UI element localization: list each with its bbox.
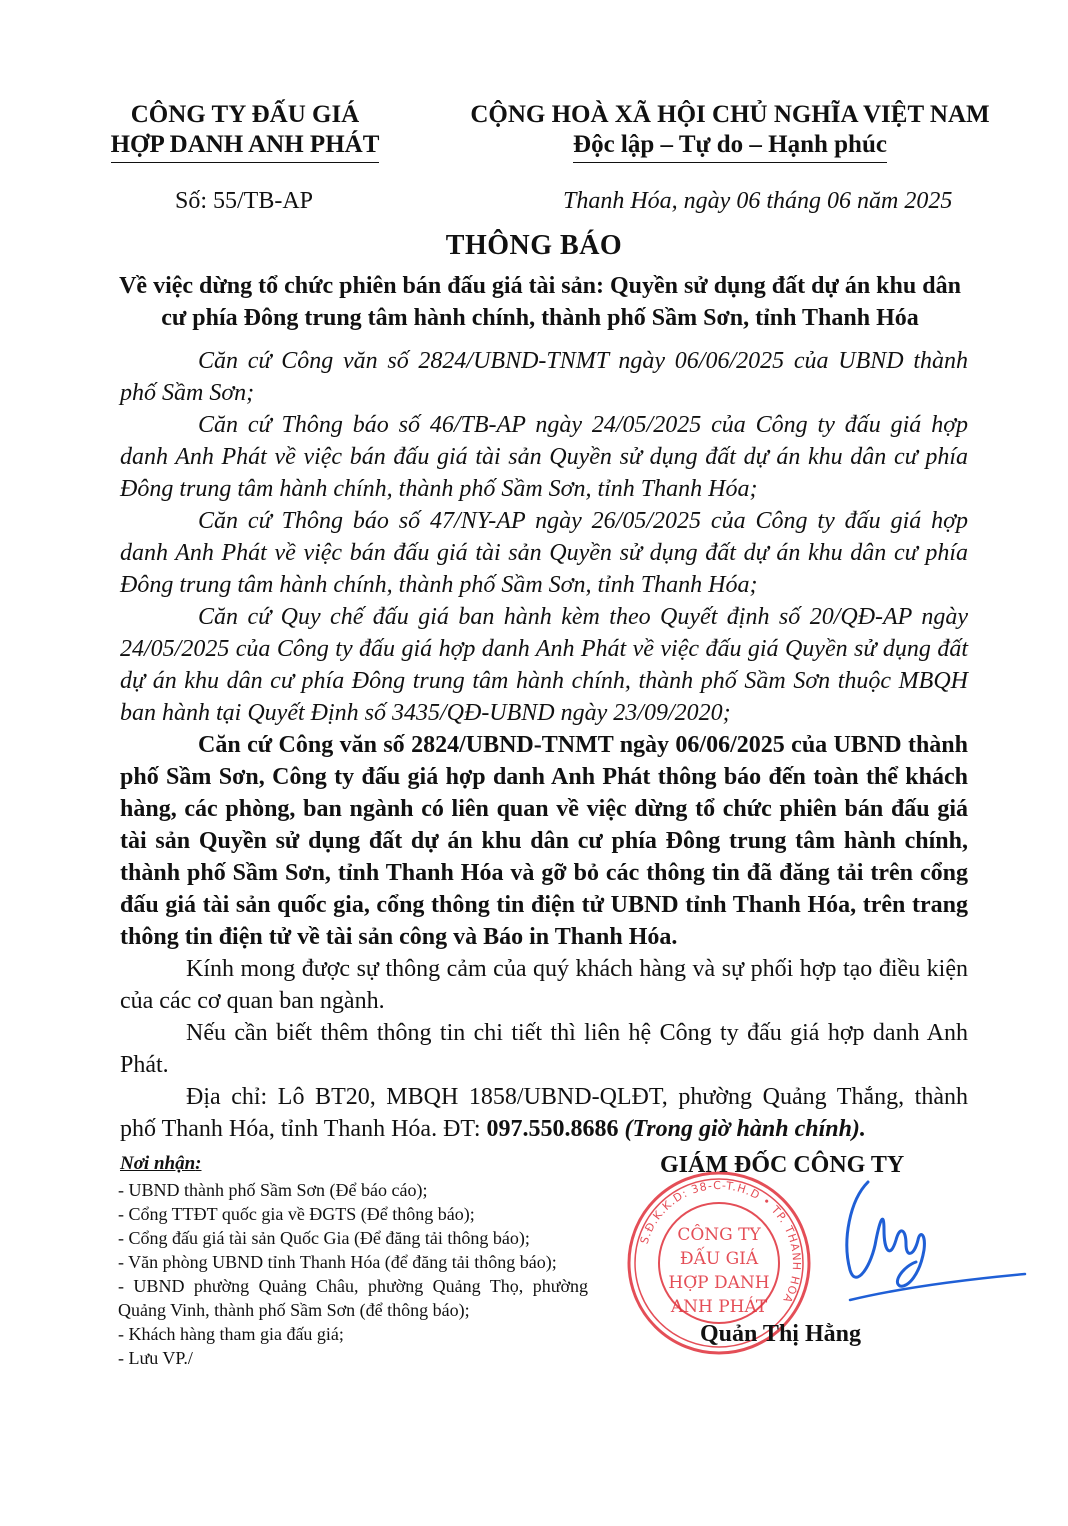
- signer-name: Quản Thị Hằng: [700, 1321, 861, 1347]
- recipient-item: - Lưu VP./: [118, 1348, 193, 1368]
- recipient-item: - Khách hàng tham gia đấu giá;: [118, 1324, 344, 1344]
- organization-name-line2: HỢP DANH ANH PHÁT: [111, 130, 380, 163]
- document-subtitle: Về việc dừng tổ chức phiên bán đấu giá tài sản: Quyền sử dụng đất dự án khu dân cư phía Đông trung tâm hành chính, thành phố Sầm Sơn, tỉnh Thanh Hóa: [119, 273, 961, 331]
- stamp-line4: ANH PHÁT: [670, 1297, 768, 1317]
- national-header: [440, 100, 1020, 163]
- recipient-item: - UBND thành phố Sầm Sơn (Để báo cáo);: [118, 1180, 428, 1200]
- paragraph-basis-4: Căn cứ Quy chế đấu giá ban hành kèm theo Quyết định số 20/QĐ-AP ngày 24/05/2025 của Công ty đấu giá hợp danh Anh Phát về việc đấu giá Quyền sử dụng đất dự án khu dân cư phía Đông trung tâm hành chính, thành phố Sầm Sơn thuộc MBQH ban hành tại Quyết Định số 3435/QĐ-UBND ngày 23/09/2020;: [120, 604, 968, 726]
- phone-number: 097.550.8686: [486, 1116, 619, 1142]
- paragraph-basis-2: Căn cứ Thông báo số 46/TB-AP ngày 24/05/2025 của Công ty đấu giá hợp danh Anh Phát về việc bán đấu giá tài sản Quyền sử dụng đất dự án khu dân cư phía Đông trung tâm hành chính, thành phố Sầm Sơn, tỉnh Thanh Hóa;: [120, 412, 968, 502]
- recipient-item: - UBND phường Quảng Châu, phường Quảng Thọ, phường Quảng Vinh, thành phố Sầm Sơn (để thông báo);: [118, 1276, 588, 1320]
- organization-header: [100, 100, 390, 163]
- signer-title: GIÁM ĐỐC CÔNG TY: [660, 1152, 905, 1178]
- paragraph-contact: Nếu cần biết thêm thông tin chi tiết thì liên hệ Công ty đấu giá hợp danh Anh Phát.: [120, 1020, 968, 1078]
- svg-text:S.Đ.K.K.D: 38-C-T.H.D • TP. TH: S.Đ.K.K.D: 38-C-T.H.D • TP. THANH HÓA: [637, 1178, 804, 1306]
- paragraph-announcement: Căn cứ Công văn số 2824/UBND-TNMT ngày 06/06/2025 của UBND thành phố Sầm Sơn, Công ty đấu giá hợp danh Anh Phát thông báo đến toàn thể khách hàng, các phòng, ban ngành có liên quan về việc dừng tổ chức phiên bán đấu giá tài sản Quyền sử dụng đất dự án khu dân cư phía Đông trung tâm hành chính, thành phố Sầm Sơn, tỉnh Thanh Hóa và gỡ bỏ các thông tin đã đăng tải trên cổng đấu giá tài sản quốc gia, cổng thông tin điện tử UBND tỉnh Thanh Hóa, trên trang thông tin điện tử về tài sản công và Báo in Thanh Hóa.: [120, 732, 968, 950]
- stamp-line1: CÔNG TY: [677, 1225, 761, 1245]
- organization-name-line1: CÔNG TY ĐẤU GIÁ: [130, 101, 360, 128]
- handwritten-signature: [780, 1170, 1030, 1320]
- national-title: CỘNG HOÀ XÃ HỘI CHỦ NGHĨA VIỆT NAM: [470, 101, 990, 128]
- stamp-line3: HỢP DANH: [668, 1273, 770, 1293]
- place-and-date: Thanh Hóa, ngày 06 tháng 06 năm 2025: [563, 188, 953, 214]
- recipients-heading: Nơi nhận:: [120, 1153, 202, 1174]
- recipient-item: - Cổng TTĐT quốc gia về ĐGTS (Để thông báo);: [118, 1204, 475, 1224]
- paragraph-address: [120, 1081, 968, 1145]
- recipients-list: [118, 1178, 588, 1370]
- recipient-item: - Cổng đấu giá tài sản Quốc Gia (Để đăng tải thông báo);: [118, 1228, 530, 1248]
- national-motto: Độc lập – Tự do – Hạnh phúc: [573, 130, 887, 163]
- document-body: [120, 345, 968, 1145]
- paragraph-apology: Kính mong được sự thông cảm của quý khách hàng và sự phối hợp tạo điều kiện của các cơ quan ban ngành.: [120, 956, 968, 1014]
- document-title: THÔNG BÁO: [445, 230, 623, 261]
- document-number: Số: 55/TB-AP: [175, 188, 314, 214]
- stamp-line2: ĐẤU GIÁ: [679, 1249, 759, 1269]
- office-hours-note: (Trong giờ hành chính).: [624, 1116, 866, 1142]
- recipient-item: - Văn phòng UBND tỉnh Thanh Hóa (để đăng tải thông báo);: [118, 1252, 557, 1272]
- address-text: Địa chỉ: Lô BT20, MBQH 1858/UBND-QLĐT, phường Quảng Thắng, thành phố Thanh Hóa, tỉnh Thanh Hóa. ĐT:: [120, 1084, 968, 1142]
- paragraph-basis-1: Căn cứ Công văn số 2824/UBND-TNMT ngày 06/06/2025 của UBND thành phố Sầm Sơn;: [120, 348, 968, 406]
- paragraph-basis-3: Căn cứ Thông báo số 47/NY-AP ngày 26/05/2025 của Công ty đấu giá hợp danh Anh Phát về việc bán đấu giá tài sản Quyền sử dụng đất dự án khu dân cư phía Đông trung tâm hành chính, thành phố Sầm Sơn, tỉnh Thanh Hóa;: [120, 508, 968, 598]
